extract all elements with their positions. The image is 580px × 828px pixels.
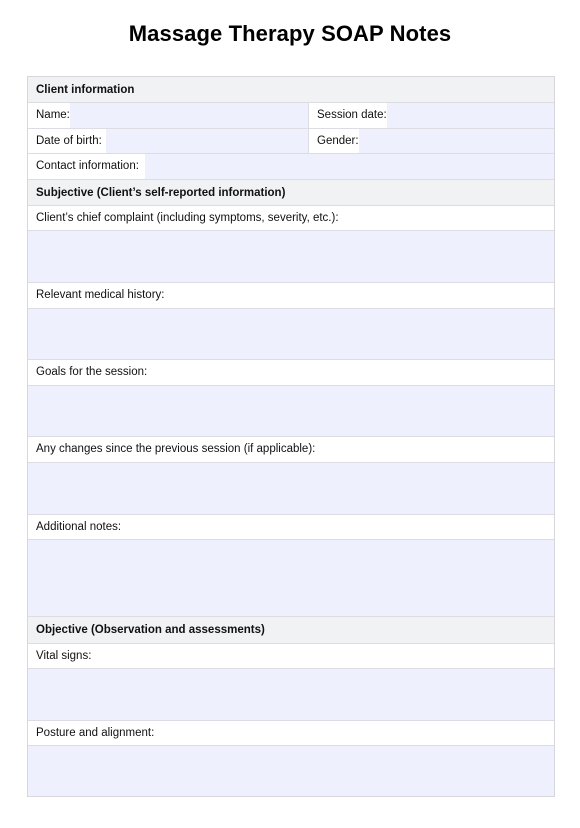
changes-label: Any changes since the previous session (if applicable): xyxy=(28,437,554,463)
additional-notes-label: Additional notes: xyxy=(28,515,554,540)
posture-input[interactable] xyxy=(28,746,554,796)
changes-input[interactable] xyxy=(28,463,554,515)
chief-complaint-input[interactable] xyxy=(28,231,554,283)
vital-signs-label: Vital signs: xyxy=(28,644,554,669)
session-date-input[interactable] xyxy=(387,103,554,128)
section-subjective: Subjective (Client’s self-reported information) xyxy=(28,180,554,206)
posture-label: Posture and alignment: xyxy=(28,721,554,746)
goals-input[interactable] xyxy=(28,386,554,437)
page-title: Massage Therapy SOAP Notes xyxy=(128,21,452,46)
session-date-label: Session date: xyxy=(309,103,391,128)
contact-input[interactable] xyxy=(145,154,554,179)
name-label: Name: xyxy=(28,103,74,128)
dob-field[interactable] xyxy=(28,129,309,153)
dob-label: Date of birth: xyxy=(28,129,106,153)
section-objective: Objective (Observation and assessments) xyxy=(28,617,554,644)
name-input[interactable] xyxy=(70,103,308,128)
vital-signs-input[interactable] xyxy=(28,669,554,721)
name-session-row xyxy=(28,103,554,129)
chief-complaint-label: Client’s chief complaint (including symptoms, severity, etc.): xyxy=(28,206,554,231)
gender-label: Gender: xyxy=(309,129,363,153)
medical-history-label: Relevant medical history: xyxy=(28,283,554,309)
section-client-information: Client information xyxy=(28,77,554,103)
medical-history-input[interactable] xyxy=(28,309,554,360)
gender-input[interactable] xyxy=(359,129,554,153)
soap-form xyxy=(27,76,555,797)
goals-label: Goals for the session: xyxy=(28,360,554,386)
dob-gender-row xyxy=(28,129,554,154)
contact-label: Contact information: xyxy=(28,154,143,179)
dob-input[interactable] xyxy=(106,129,308,153)
additional-notes-input[interactable] xyxy=(28,540,554,617)
contact-field[interactable] xyxy=(28,154,554,179)
gender-field[interactable] xyxy=(309,129,554,153)
session-date-field[interactable] xyxy=(309,103,554,128)
name-field[interactable] xyxy=(28,103,309,128)
contact-row xyxy=(28,154,554,180)
